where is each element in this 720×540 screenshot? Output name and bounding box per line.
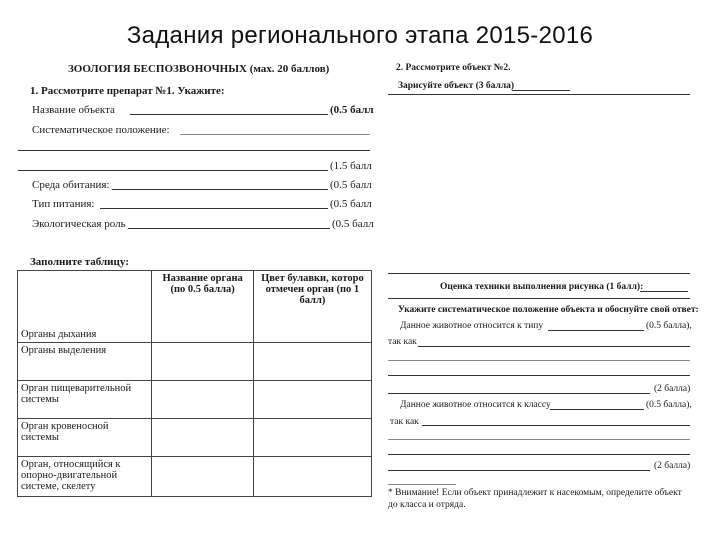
class-points: (0.5 балла), (646, 400, 692, 410)
class-field[interactable] (550, 409, 644, 410)
table-cell-input[interactable] (253, 381, 371, 419)
reason-points-2: (2 балла) (654, 461, 691, 471)
class-label: Данное животное относится к классу (400, 400, 551, 410)
table-row (18, 343, 152, 381)
table-row (18, 419, 152, 457)
type-points: (0.5 балла), (646, 321, 692, 331)
reason-field-8[interactable] (388, 470, 650, 471)
because-label-1: так как (388, 337, 417, 347)
technique-points-field[interactable] (640, 291, 688, 292)
systematic-field-2[interactable] (18, 150, 370, 151)
feeding-field[interactable] (100, 208, 328, 209)
table-header-organ-name: Название органа (по 0.5 балла) (152, 271, 253, 343)
feeding-points: (0.5 балл (330, 198, 372, 210)
sketch-area-bottom (388, 273, 690, 274)
habitat-label: Среда обитания: (32, 179, 110, 191)
habitat-points: (0.5 балл (330, 179, 372, 191)
row-label-digestive: Орган пищеварительной системы (21, 383, 132, 405)
sketch-area-top (388, 94, 690, 95)
reason-field-5[interactable] (422, 425, 690, 426)
table-row-label (18, 271, 152, 343)
technique-label: Оценка техники выполнения рисунка (1 балл): (440, 282, 644, 292)
eco-role-field[interactable] (128, 228, 330, 229)
reason-field-1[interactable] (418, 346, 690, 347)
object-name-field[interactable] (130, 114, 328, 115)
task1-heading: 1. Рассмотрите препарат №1. Укажите: (30, 85, 225, 97)
systematic-field-3[interactable] (18, 170, 328, 171)
slide-title: Задания регионального этапа 2015-2016 (126, 22, 594, 49)
table-row (18, 381, 152, 419)
reason-field-4[interactable] (388, 393, 650, 394)
type-label: Данное животное относится к типу (400, 321, 544, 331)
table-cell-input[interactable] (253, 419, 371, 457)
table-cell-input[interactable] (152, 381, 253, 419)
table-cell-input[interactable] (152, 343, 253, 381)
row-label-circulatory: Орган кровеносной системы (21, 421, 109, 443)
reason-field-6[interactable] (388, 439, 690, 440)
table-cell-input[interactable] (253, 457, 371, 497)
eco-role-points: (0.5 балл (332, 218, 374, 230)
table-cell-input[interactable] (152, 419, 253, 457)
feeding-label: Тип питания: (32, 198, 95, 210)
table-cell-input[interactable] (253, 343, 371, 381)
reason-field-7[interactable] (388, 454, 690, 455)
because-label-2: так как (390, 417, 419, 427)
row-label-respiration: Органы дыхания (21, 329, 97, 340)
row-label-excretion: Органы выделения (21, 345, 107, 356)
row-label-skeletal: Орган, относящийся к опорно-двигательной системе, скелету (21, 459, 121, 492)
eco-role-label: Экологическая роль (32, 218, 126, 230)
systematic-label: Систематическое положение: (32, 124, 170, 136)
systematic-points: (1.5 балл (330, 160, 372, 172)
reason-field-3[interactable] (388, 375, 690, 376)
fill-table-heading: Заполните таблицу: (30, 256, 129, 268)
table-header-pin-color: Цвет булавки, которо отмечен орган (по 1 балл) (253, 271, 371, 343)
instruction-text: Укажите систематическое положение объекта и обоснуйте свой ответ: (398, 305, 699, 315)
section-header (68, 63, 329, 76)
reason-field-2[interactable] (388, 360, 690, 361)
divider (388, 298, 690, 299)
footnote: * Внимание! Если объект принадлежит к насекомым, определите объект до класса и отряда. (388, 488, 682, 510)
systematic-field-1[interactable] (180, 134, 370, 135)
sketch-points-field[interactable] (512, 90, 570, 91)
object-name-points: (0.5 балл (330, 104, 374, 116)
type-field[interactable] (548, 330, 644, 331)
task2-heading: 2. Рассмотрите объект №2. (396, 63, 511, 73)
table-row (18, 457, 152, 497)
table-cell-input[interactable] (152, 457, 253, 497)
section-header-text: ЗООЛОГИЯ БЕСПОЗВОНОЧНЫХ (68, 63, 247, 75)
sketch-label: Зарисуйте объект (3 балла) (398, 81, 515, 91)
organs-table (17, 270, 372, 497)
reason-points-1: (2 балла) (654, 384, 691, 394)
footnote-separator (388, 484, 456, 485)
habitat-field[interactable] (112, 189, 328, 190)
object-name-label: Название объекта (32, 104, 115, 116)
section-header-points: (мах. 20 баллов) (249, 63, 330, 75)
